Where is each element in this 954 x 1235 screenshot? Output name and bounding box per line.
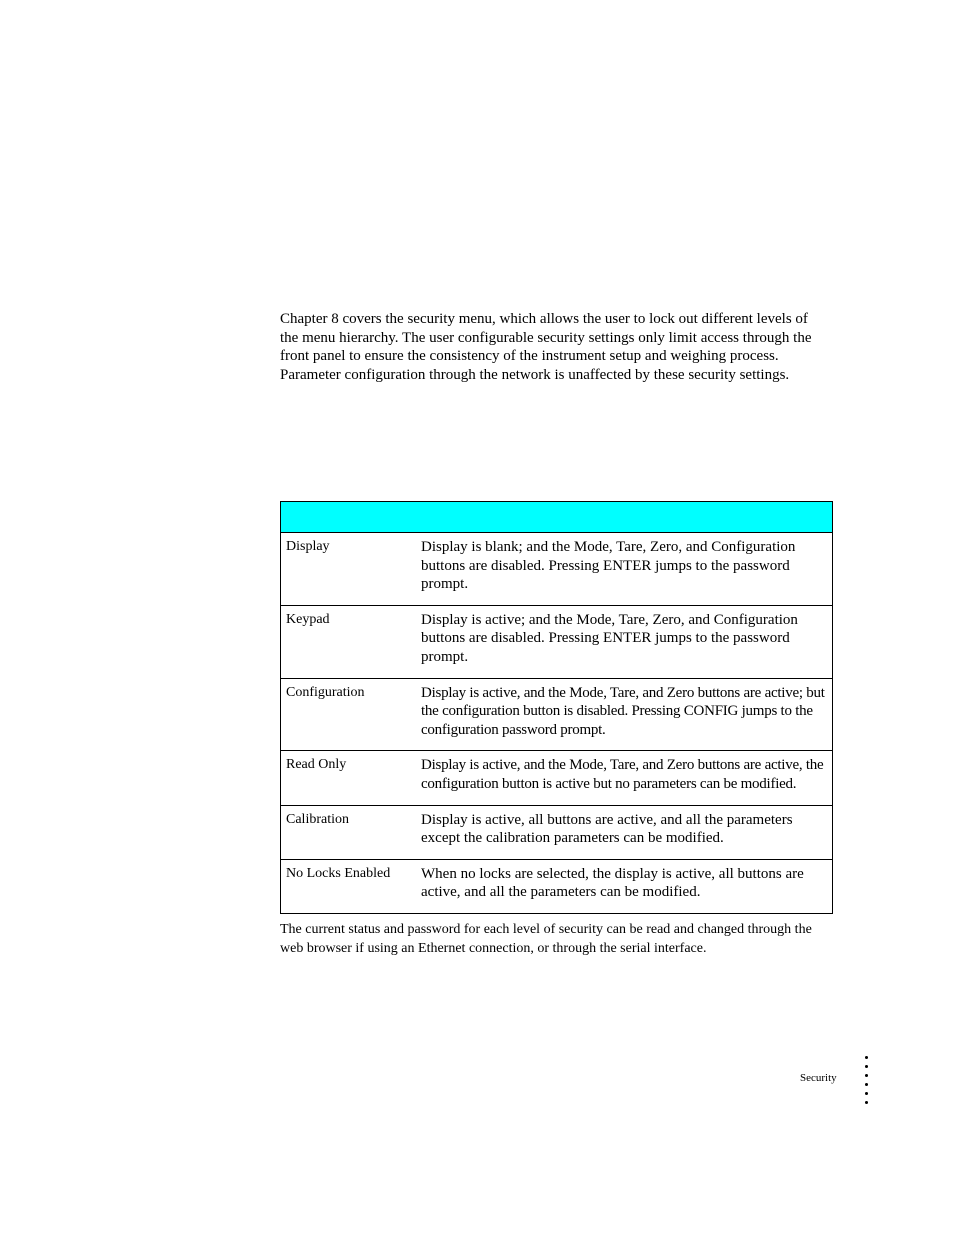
security-level-name: Read Only [281, 751, 418, 805]
table-header-band [281, 502, 833, 533]
outro-paragraph: The current status and password for each level of security can be read and changed through the web browser if using an Ethernet connection, or through the serial interface. [280, 922, 812, 956]
security-level-description: Display is active; and the Mode, Tare, Zero, and Configuration buttons are disabled. Pressing ENTER jumps to the password prompt. [417, 605, 833, 678]
intro-paragraph: Chapter 8 covers the security menu, which allows the user to lock out different levels of the menu hierarchy. The user configurable security settings only limit access through the front panel to ensure the consistency of the instrument setup and weighing process. Parameter configuration through the network is unaffected by these security settings. [280, 311, 812, 383]
dot [865, 1056, 868, 1059]
dot [865, 1065, 868, 1068]
security-level-name: Keypad [281, 605, 418, 678]
table-header-row [281, 502, 833, 533]
dot [865, 1101, 868, 1104]
security-level-description: Display is active, and the Mode, Tare, and Zero buttons are active, the configuration button is active but no parameters can be modified. [417, 751, 833, 805]
security-levels-table [280, 501, 833, 914]
table-row [281, 605, 833, 678]
dot [865, 1074, 868, 1077]
security-level-description: When no locks are selected, the display is active, all buttons are active, and all the parameters can be modified. [417, 859, 833, 913]
security-level-description: Display is blank; and the Mode, Tare, Zero, and Configuration buttons are disabled. Pressing ENTER jumps to the password prompt. [417, 533, 833, 606]
security-level-description: Display is active, and the Mode, Tare, and Zero buttons are active; but the configuration button is disabled. Pressing CONFIG jumps to the configuration password prompt. [417, 678, 833, 751]
table-row [281, 805, 833, 859]
footer-section-label: Security [800, 1072, 837, 1084]
margin-dots-decoration [865, 1056, 871, 1110]
table-row [281, 859, 833, 913]
security-level-name: No Locks Enabled [281, 859, 418, 913]
table-row [281, 533, 833, 606]
table-row [281, 751, 833, 805]
security-level-name: Display [281, 533, 418, 606]
dot [865, 1092, 868, 1095]
security-level-name: Configuration [281, 678, 418, 751]
security-level-name: Calibration [281, 805, 418, 859]
table-row [281, 678, 833, 751]
security-level-description: Display is active, all buttons are active, and all the parameters except the calibration parameters can be modified. [417, 805, 833, 859]
dot [865, 1083, 868, 1086]
